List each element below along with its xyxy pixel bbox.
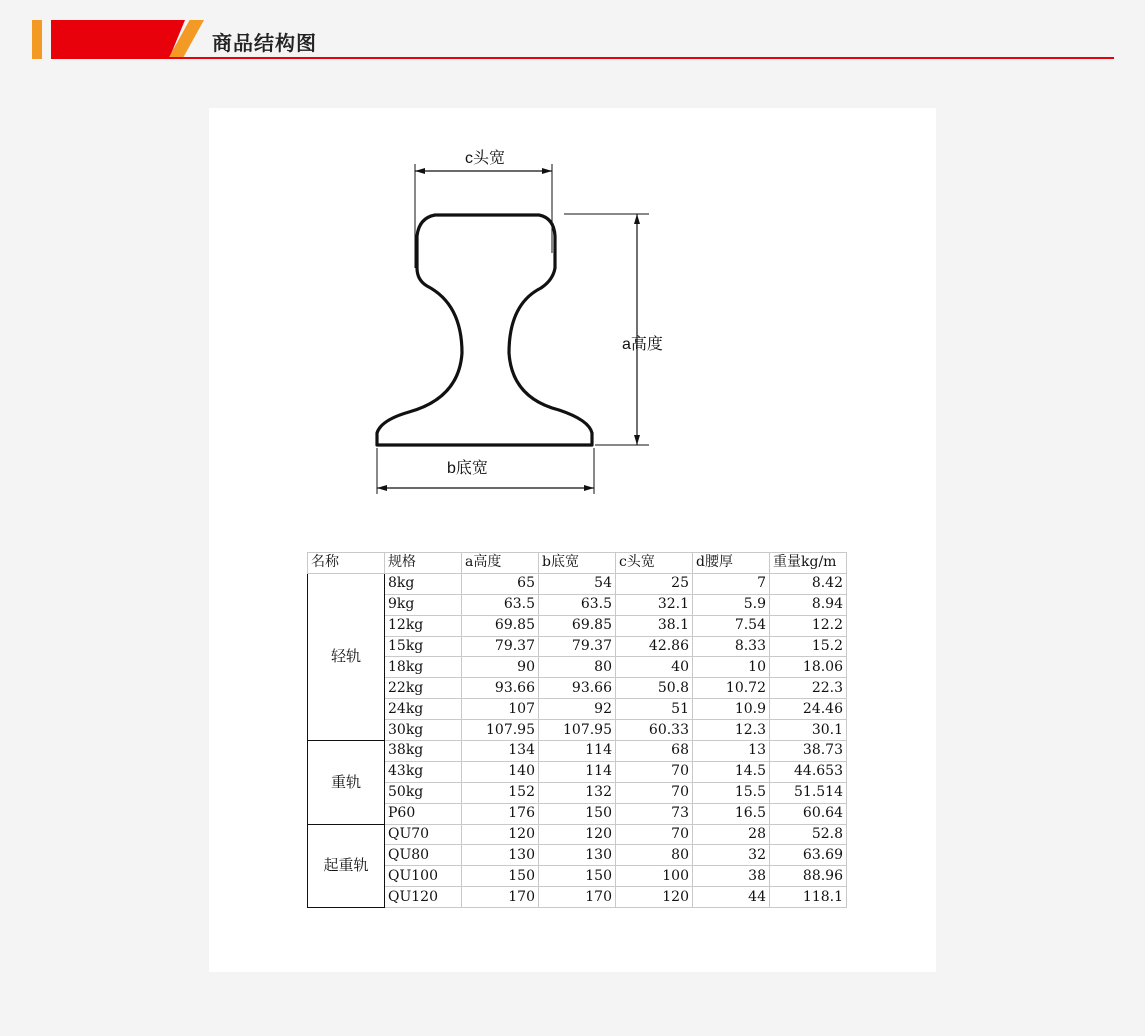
value-cell: 79.37 <box>462 636 539 657</box>
table-row <box>308 720 847 741</box>
value-cell: 18.06 <box>770 657 847 678</box>
value-cell: 8.33 <box>693 636 770 657</box>
value-cell: 13 <box>693 741 770 762</box>
content-panel <box>209 108 936 972</box>
table-body <box>308 573 847 907</box>
value-cell: 51 <box>616 699 693 720</box>
value-cell: 79.37 <box>539 636 616 657</box>
value-cell: 134 <box>462 741 539 762</box>
group-name-cell: 轻轨 <box>308 573 385 740</box>
group-name-cell: 起重轨 <box>308 824 385 908</box>
rail-profile-outline <box>377 215 592 445</box>
value-cell: 42.86 <box>616 636 693 657</box>
value-cell: 30.1 <box>770 720 847 741</box>
value-cell: 15.2 <box>770 636 847 657</box>
section-title: 商品结构图 <box>212 31 317 55</box>
spec-cell: QU70 <box>385 824 462 845</box>
value-cell: 38.1 <box>616 615 693 636</box>
table-row <box>308 636 847 657</box>
value-cell: 22.3 <box>770 678 847 699</box>
col-header: 名称 <box>308 553 385 574</box>
rail-spec-table <box>307 552 847 908</box>
value-cell: 24.46 <box>770 699 847 720</box>
value-cell: 51.514 <box>770 782 847 803</box>
value-cell: 60.64 <box>770 803 847 824</box>
value-cell: 176 <box>462 803 539 824</box>
value-cell: 12.3 <box>693 720 770 741</box>
label-base-width: b底宽 <box>447 460 488 477</box>
spec-cell: 9kg <box>385 594 462 615</box>
value-cell: 44.653 <box>770 761 847 782</box>
value-cell: 69.85 <box>462 615 539 636</box>
table-row <box>308 657 847 678</box>
table-row <box>308 699 847 720</box>
value-cell: 100 <box>616 866 693 887</box>
value-cell: 14.5 <box>693 761 770 782</box>
group-name-cell: 重轨 <box>308 741 385 825</box>
table-row <box>308 761 847 782</box>
table-row <box>308 845 847 866</box>
value-cell: 80 <box>616 845 693 866</box>
value-cell: 38 <box>693 866 770 887</box>
value-cell: 44 <box>693 887 770 908</box>
value-cell: 150 <box>539 803 616 824</box>
value-cell: 15.5 <box>693 782 770 803</box>
value-cell: 8.42 <box>770 573 847 594</box>
spec-cell: 15kg <box>385 636 462 657</box>
value-cell: 54 <box>539 573 616 594</box>
label-height: a高度 <box>622 336 663 353</box>
value-cell: 40 <box>616 657 693 678</box>
value-cell: 38.73 <box>770 741 847 762</box>
value-cell: 152 <box>462 782 539 803</box>
value-cell: 32.1 <box>616 594 693 615</box>
table-row <box>308 678 847 699</box>
value-cell: 92 <box>539 699 616 720</box>
spec-cell: 8kg <box>385 573 462 594</box>
value-cell: 107 <box>462 699 539 720</box>
value-cell: 114 <box>539 741 616 762</box>
value-cell: 132 <box>539 782 616 803</box>
value-cell: 10.9 <box>693 699 770 720</box>
value-cell: 10 <box>693 657 770 678</box>
value-cell: 63.69 <box>770 845 847 866</box>
value-cell: 69.85 <box>539 615 616 636</box>
value-cell: 80 <box>539 657 616 678</box>
spec-cell: 30kg <box>385 720 462 741</box>
table-header-row <box>308 553 847 574</box>
col-header: 重量kg/m <box>770 553 847 574</box>
spec-cell: P60 <box>385 803 462 824</box>
table-row <box>308 824 847 845</box>
spec-cell: 18kg <box>385 657 462 678</box>
rail-cross-section-diagram <box>209 108 936 538</box>
value-cell: 107.95 <box>462 720 539 741</box>
value-cell: 7.54 <box>693 615 770 636</box>
value-cell: 88.96 <box>770 866 847 887</box>
value-cell: 60.33 <box>616 720 693 741</box>
table-row <box>308 866 847 887</box>
value-cell: 130 <box>539 845 616 866</box>
spec-cell: QU100 <box>385 866 462 887</box>
value-cell: 63.5 <box>462 594 539 615</box>
spec-cell: 43kg <box>385 761 462 782</box>
value-cell: 93.66 <box>539 678 616 699</box>
value-cell: 170 <box>539 887 616 908</box>
spec-cell: 24kg <box>385 699 462 720</box>
table-row <box>308 887 847 908</box>
header-orange-bar <box>32 20 42 59</box>
value-cell: 25 <box>616 573 693 594</box>
value-cell: 68 <box>616 741 693 762</box>
table-row <box>308 615 847 636</box>
value-cell: 70 <box>616 824 693 845</box>
value-cell: 28 <box>693 824 770 845</box>
value-cell: 107.95 <box>539 720 616 741</box>
value-cell: 130 <box>462 845 539 866</box>
table-row <box>308 782 847 803</box>
header-red-block <box>51 20 185 59</box>
col-header: c头宽 <box>616 553 693 574</box>
spec-cell: QU120 <box>385 887 462 908</box>
value-cell: 150 <box>462 866 539 887</box>
col-header: 规格 <box>385 553 462 574</box>
spec-cell: 22kg <box>385 678 462 699</box>
value-cell: 8.94 <box>770 594 847 615</box>
value-cell: 5.9 <box>693 594 770 615</box>
value-cell: 120 <box>539 824 616 845</box>
table-row <box>308 594 847 615</box>
value-cell: 70 <box>616 761 693 782</box>
header-underline <box>51 57 1114 59</box>
col-header: a高度 <box>462 553 539 574</box>
value-cell: 50.8 <box>616 678 693 699</box>
spec-cell: 12kg <box>385 615 462 636</box>
value-cell: 10.72 <box>693 678 770 699</box>
value-cell: 140 <box>462 761 539 782</box>
value-cell: 73 <box>616 803 693 824</box>
value-cell: 7 <box>693 573 770 594</box>
col-header: b底宽 <box>539 553 616 574</box>
value-cell: 12.2 <box>770 615 847 636</box>
value-cell: 93.66 <box>462 678 539 699</box>
value-cell: 114 <box>539 761 616 782</box>
value-cell: 90 <box>462 657 539 678</box>
value-cell: 63.5 <box>539 594 616 615</box>
value-cell: 32 <box>693 845 770 866</box>
table-row <box>308 573 847 594</box>
value-cell: 170 <box>462 887 539 908</box>
col-header: d腰厚 <box>693 553 770 574</box>
table-row <box>308 803 847 824</box>
table-row <box>308 741 847 762</box>
value-cell: 118.1 <box>770 887 847 908</box>
label-head-width: c头宽 <box>465 150 506 167</box>
spec-cell: 38kg <box>385 741 462 762</box>
spec-cell: QU80 <box>385 845 462 866</box>
value-cell: 120 <box>462 824 539 845</box>
section-header <box>0 0 1145 70</box>
value-cell: 16.5 <box>693 803 770 824</box>
spec-cell: 50kg <box>385 782 462 803</box>
value-cell: 120 <box>616 887 693 908</box>
value-cell: 52.8 <box>770 824 847 845</box>
value-cell: 150 <box>539 866 616 887</box>
value-cell: 65 <box>462 573 539 594</box>
value-cell: 70 <box>616 782 693 803</box>
